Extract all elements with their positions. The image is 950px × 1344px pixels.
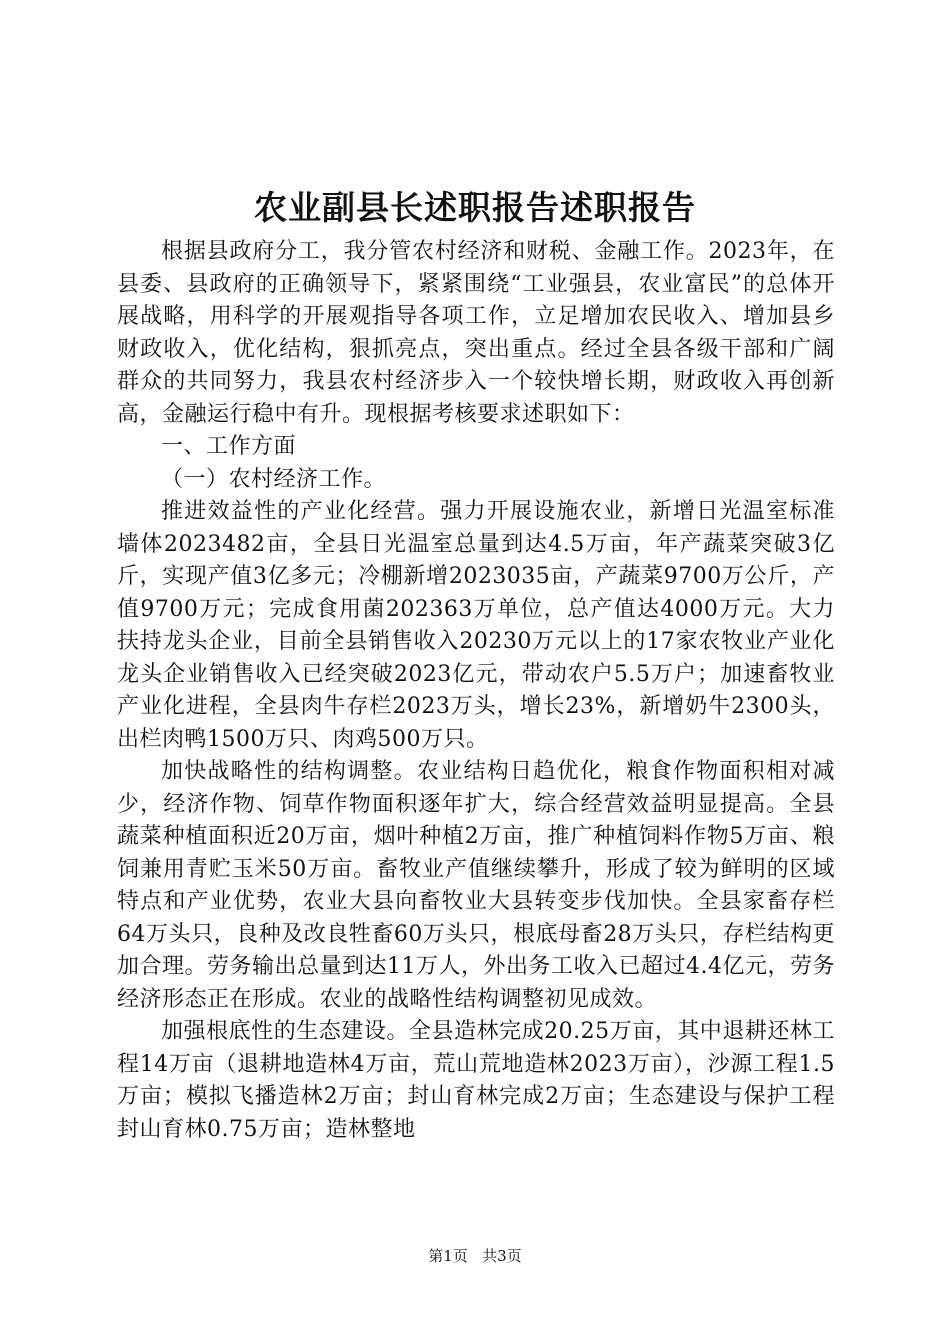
- footer-spacer: [473, 1247, 478, 1265]
- page-footer: [0, 1244, 950, 1268]
- page-total: 共3页: [482, 1247, 522, 1265]
- body-paragraph: 加强根底性的生态建设。全县造林完成20.25万亩，其中退耕还林工程14万亩（退耕地造林4万亩，荒山荒地造林2023万亩），沙源工程1.5万亩；模拟飞播造林2万亩；封山育林完成2万亩；生态建设与保护工程封山育林0.75万亩；造林整地: [117, 1019, 835, 1142]
- page-number: 第1页: [428, 1247, 468, 1265]
- document-body: [117, 236, 835, 1146]
- section-heading: 一、工作方面: [161, 434, 297, 459]
- body-paragraph: 加快战略性的结构调整。农业结构日趋优化，粮食作物面积相对减少，经济作物、饲草作物面积逐年扩大，综合经营效益明显提高。全县蔬菜种植面积近20万亩，烟叶种植2万亩，推广种植饲料作物5万亩、粮饲兼用青贮玉米50万亩。畜牧业产值继续攀升，形成了较为鲜明的区域特点和产业优势，农业大县向畜牧业大县转变步伐加快。全县家畜存栏64万头只，良种及改良牲畜60万头只，根底母畜28万头只，存栏结构更加合理。劳务输出总量到达11万人，外出务工收入已超过4.4亿元，劳务经济形态正在形成。农业的战略性结构调整初见成效。: [117, 759, 835, 1012]
- subsection-heading: （一）农村经济工作。: [161, 466, 387, 492]
- document-title: 农业副县长述职报告述职报告: [254, 188, 696, 227]
- body-paragraph: 推进效益性的产业化经营。强力开展设施农业，新增日光温室标准墙体2023482亩，全县日光温室总量到达4.5万亩，年产蔬菜突破3亿斤，实现产值3亿多元；冷棚新增2023035亩，产蔬菜9700万公斤，产值9700万元；完成食用菌202363万单位，总产值达4000万元。大力扶持龙头企业，目前全县销售收入20230万元以上的17家农牧业产业化龙头企业销售收入已经突破2023亿元，带动农户5.5万户；加速畜牧业产业化进程，全县肉牛存栏2023万头，增长23%，新增奶牛2300头，出栏肉鸭1500万只、肉鸡500万只。: [117, 499, 835, 752]
- intro-paragraph: 根据县政府分工，我分管农村经济和财税、金融工作。2023年，在县委、县政府的正确领导下，紧紧围绕“工业强县，农业富民”的总体开展战略，用科学的开展观指导各项工作，立足增加农民收入、增加县乡财政收入，优化结构，狠抓亮点，突出重点。经过全县各级干部和广阔群众的共同努力，我县农村经济步入一个较快增长期，财政收入再创新高，金融运行稳中有升。现根据考核要求述职如下：: [117, 239, 835, 427]
